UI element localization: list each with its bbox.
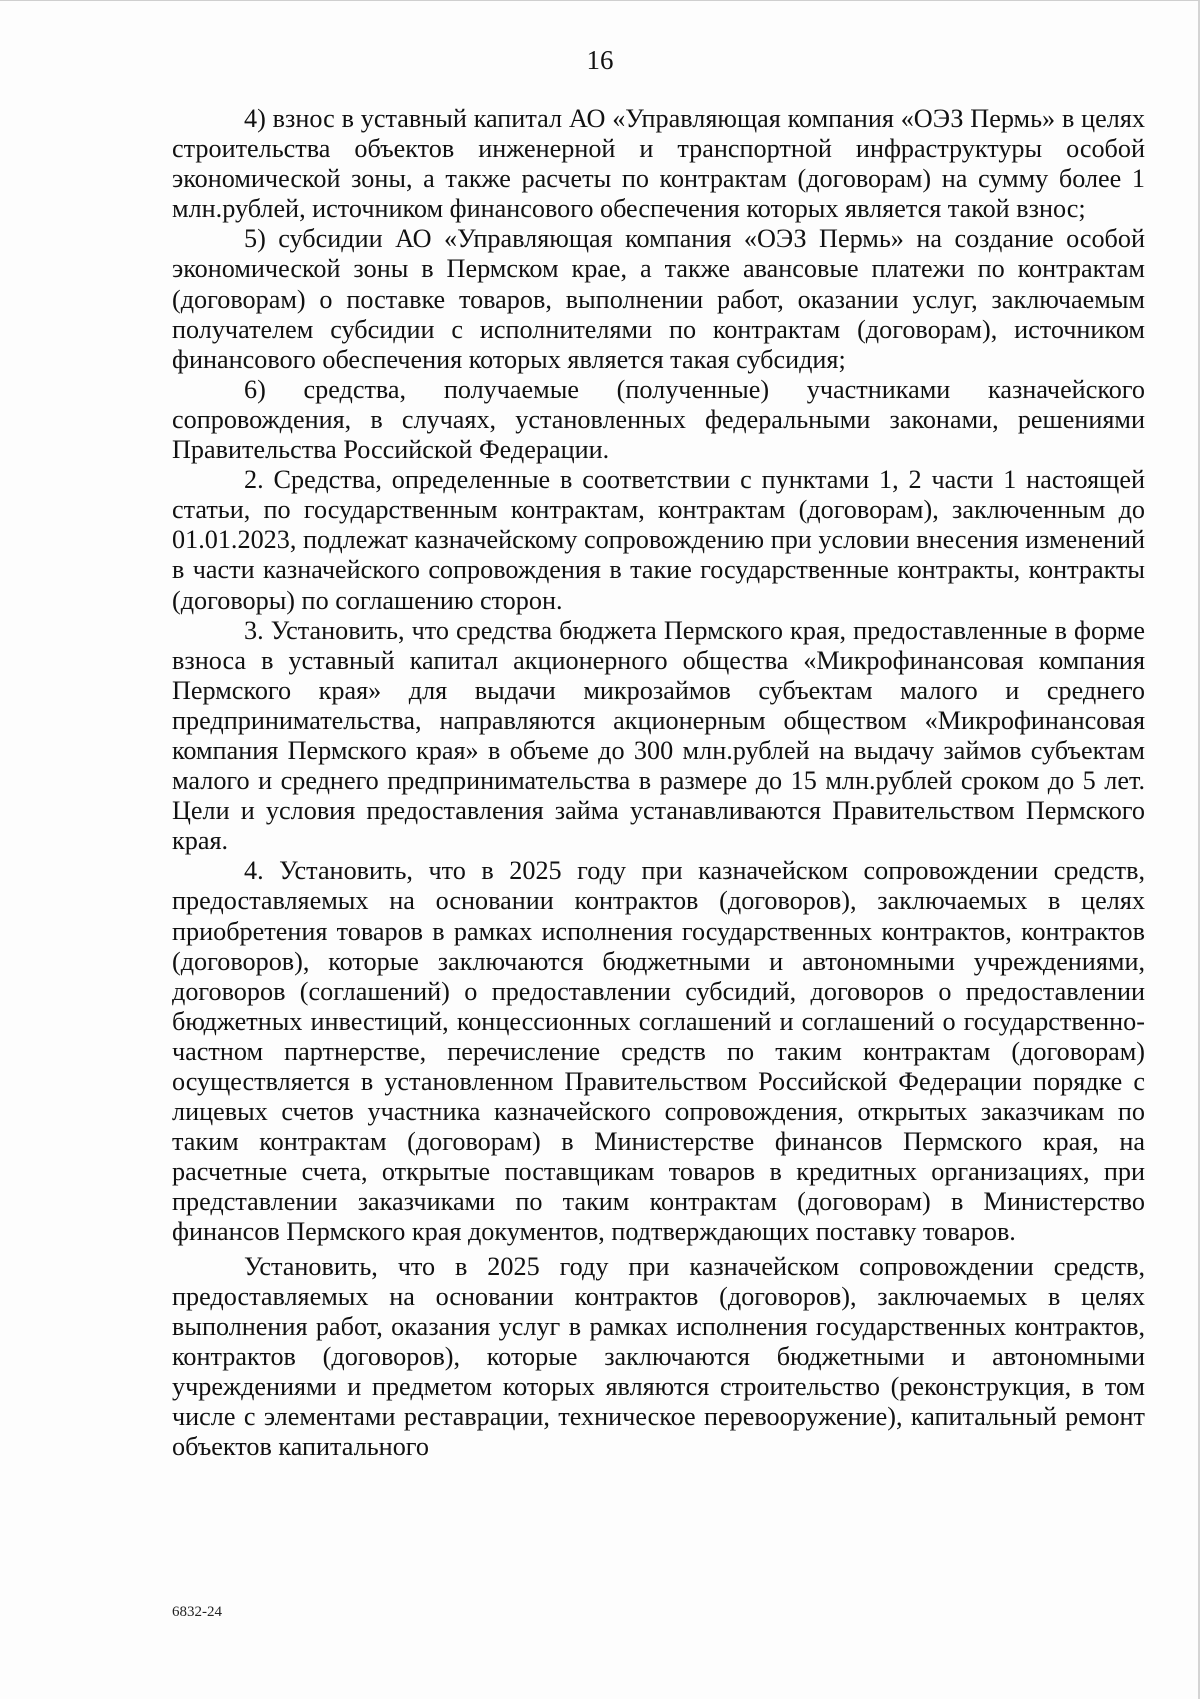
- paragraph-item-4: 4) взнос в уставный капитал АО «Управляющая компания «ОЭЗ Пермь» в целях строительства объектов инженерной и транспортной инфраструктуры особой экономической зоны, а также расчеты по контрактам (договорам) на сумму более 1 млн.рублей, источником финансового обеспечения которых является такой взнос;: [172, 104, 1145, 224]
- paragraph-clause-4-continued: Установить, что в 2025 году при казначейском сопровождении средств, предоставляемых на основании контрактов (договоров), заключаемых в целях выполнения работ, оказания услуг в рамках исполнения государственных контрактов, контрактов (договоров), которые заключаются бюджетными и автономными учреждениями и предметом которых являются строительство (реконструкция, в том числе с элементами реставрации, техническое перевооружение), капитальный ремонт объектов капитального: [172, 1251, 1145, 1462]
- page-number: 16: [586, 45, 614, 75]
- paragraph-clause-4: 4. Установить, что в 2025 году при казначейском сопровождении средств, предоставляемых на основании контрактов (договоров), заключаемых в целях приобретения товаров в рамках исполнения государственных контрактов, контрактов (договоров), которые заключаются бюджетными и автономными учреждениями, договоров (соглашений) о предоставлении субсидий, договоров о предоставлении бюджетных инвестиций, концессионных соглашений и соглашений о государственно-частном партнерстве, перечисление средств по таким контрактам (договорам) осуществляется в установленном Правительством Российской Федерации порядке с лицевых счетов участника казначейского сопровождения, открытых заказчикам по таким контрактам (договорам) в Министерстве финансов Пермского края, на расчетные счета, открытые поставщикам товаров в кредитных организациях, при представлении заказчиками по таким контрактам (договорам) в Министерство финансов Пермского края документов, подтверждающих поставку товаров.: [172, 856, 1145, 1247]
- document-code: 6832-24: [172, 1604, 222, 1620]
- paragraph-clause-2: 2. Средства, определенные в соответствии с пунктами 1, 2 части 1 настоящей статьи, по государственным контрактам, контрактам (договорам), заключенным до 01.01.2023, подлежат казначейскому сопровождению при условии внесения изменений в части казначейского сопровождения в такие государственные контракты, контракты (договоры) по соглашению сторон.: [172, 465, 1145, 615]
- paragraph-clause-3: 3. Установить, что средства бюджета Пермского края, предоставленные в форме взноса в уставный капитал акционерного общества «Микрофинансовая компания Пермского края» для выдачи микрозаймов субъектам малого и среднего предпринимательства, направляются акционерным обществом «Микрофинансовая компания Пермского края» в объеме до 300 млн.рублей на выдачу займов субъектам малого и среднего предпринимательства в размере до 15 млн.рублей сроком до 5 лет. Цели и условия предоставления займа устанавливаются Правительством Пермского края.: [172, 615, 1145, 856]
- paragraph-item-5: 5) субсидии АО «Управляющая компания «ОЭЗ Пермь» на создание особой экономической зоны в Пермском крае, а также авансовые платежи по контрактам (договорам) о поставке товаров, выполнении работ, оказании услуг, заключаемым получателем субсидии с исполнителями по контрактам (договорам), источником финансового обеспечения которых является такая субсидия;: [172, 224, 1145, 374]
- document-body: [172, 104, 1145, 1462]
- paragraph-item-6: 6) средства, получаемые (полученные) участниками казначейского сопровождения, в случаях, установленных федеральными законами, решениями Правительства Российской Федерации.: [172, 374, 1145, 465]
